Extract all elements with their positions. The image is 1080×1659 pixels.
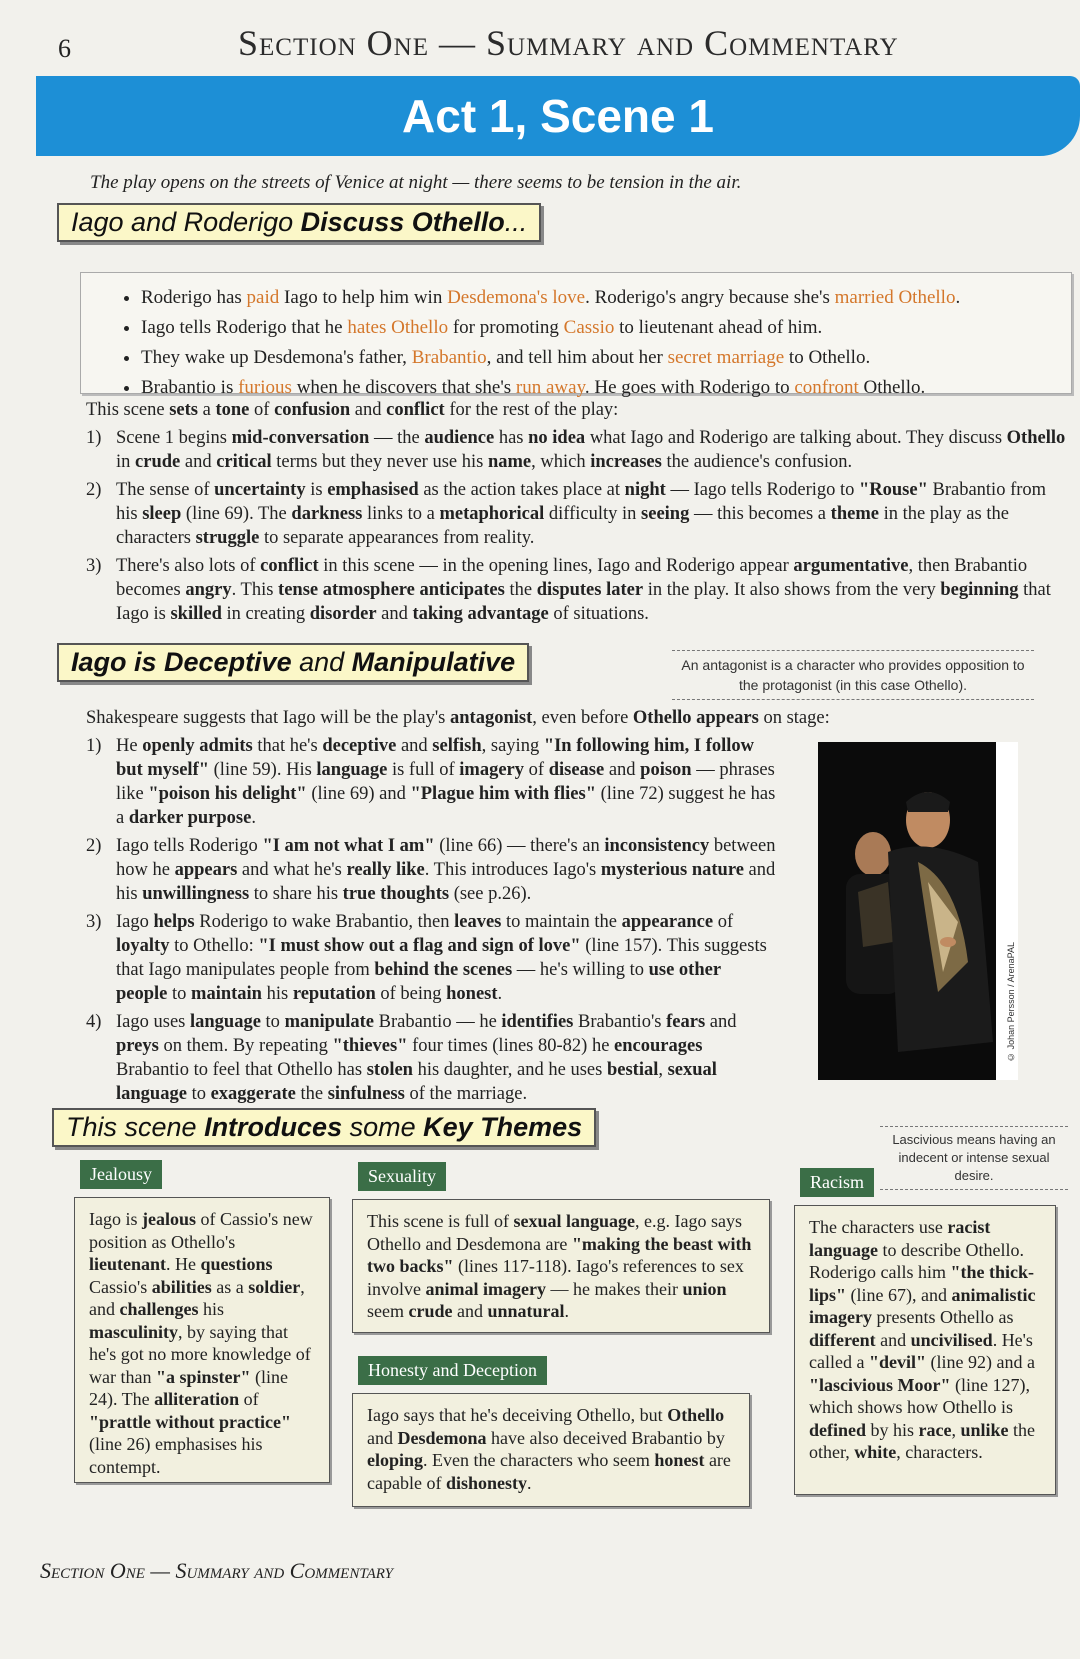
bold-phrase: really like — [346, 860, 425, 880]
bold-phrase: unlike — [960, 1419, 1009, 1440]
bold-phrase: beginning — [940, 580, 1019, 600]
bold-phrase: deceptive — [322, 736, 397, 756]
numbered-point: 2) Iago tells Roderigo "I am not what I am" (line 66) — there's an inconsistency between how he appears and what he's really like. This introduces Iago's mysterious nature and his unwillingness to share his true thoughts (see p.26). — [86, 836, 776, 904]
lascivious-note: Lascivious means having an indecent or intense sexual desire. — [880, 1126, 1068, 1190]
bold-phrase: jealous — [142, 1209, 196, 1229]
theme-tab-racism: Racism — [800, 1168, 874, 1197]
bold-phrase: "poison his delight" — [148, 784, 307, 804]
bold-phrase: seeing — [641, 504, 690, 524]
bold-phrase: "thieves" — [332, 1036, 408, 1056]
bold-phrase: use other people — [116, 960, 721, 1004]
bold-phrase: appearance — [621, 912, 714, 932]
bold-phrase: "In following him, I follow but myself" — [116, 736, 755, 780]
theme-text-jealousy: Iago is jealous of Cassio's new position as Othello's lieutenant. He questions Cassio's abilities as a soldier, and challenges his masculinity, by saying that he's got no more knowledge of war than "a spinster" (line 24). The alliteration of "prattle without practice" (line 26) emphasises his contempt. — [74, 1197, 330, 1483]
bold-phrase: reputation — [292, 984, 376, 1004]
bold-phrase: different — [809, 1329, 876, 1350]
bold-phrase: crude — [135, 452, 181, 472]
bold-phrase: conflict — [386, 400, 445, 420]
act-title: Act 1, Scene 1 — [402, 90, 714, 142]
bold-phrase: animal imagery — [425, 1278, 546, 1299]
bold-phrase: honest — [654, 1450, 705, 1470]
bold-phrase: critical — [216, 452, 272, 472]
bold-phrase: sexual language — [513, 1211, 636, 1231]
bold-phrase: language — [316, 760, 388, 780]
bold-phrase: emphasised — [327, 480, 419, 500]
bold-phrase: white — [854, 1442, 897, 1462]
bold-phrase: antagonist — [450, 708, 533, 728]
act-banner — [36, 76, 1080, 156]
bold-phrase: fears — [666, 1012, 706, 1032]
numbered-point: 3) Iago helps Roderigo to wake Brabantio, then leaves to maintain the appearance of loyalty to Othello: "I must show out a flag and sign of love" (line 157). This suggests that Iago manipulates people from behind the scenes — he's willing to use other people to maintain his reputation of being honest. — [86, 912, 767, 1004]
bold-phrase: theme — [830, 504, 879, 524]
bold-phrase: race — [918, 1419, 952, 1440]
bold-phrase: exaggerate — [210, 1084, 296, 1104]
bold-phrase: "a spinster" — [155, 1366, 251, 1387]
scene-photo — [818, 742, 1018, 1080]
bold-phrase: no idea — [528, 428, 586, 448]
actors-image — [818, 742, 1018, 1080]
bold-phrase: inconsistency — [604, 836, 710, 856]
section1-lead: This scene sets a tone of confusion and conflict for the rest of the play: — [86, 400, 619, 420]
theme-jealousy — [80, 1160, 330, 1483]
bold-phrase: stolen — [366, 1060, 413, 1080]
bold-phrase: "devil" — [868, 1352, 926, 1372]
bold-phrase: bestial — [606, 1060, 659, 1080]
bold-phrase: soldier — [248, 1276, 301, 1297]
bold-phrase: Othello — [632, 708, 692, 728]
bold-phrase: struggle — [195, 528, 260, 548]
bold-phrase: "I must show out a flag and sign of love" — [258, 936, 581, 956]
antagonist-note: An antagonist is a character who provides opposition to the protagonist (in this case Othello). — [672, 650, 1034, 700]
bold-phrase: increases — [590, 452, 662, 472]
theme-text-racism: The characters use racist language to describe Othello. Roderigo calls him "the thick-lips" (line 67), and animalistic imagery presents Othello as different and uncivilised. He's called a "devil" (line 92) and a "lascivious Moor" (line 127), which shows how Othello is defined by his race, unlike the other, white, characters. — [794, 1205, 1056, 1495]
bold-phrase: encourages — [614, 1036, 703, 1056]
bold-phrase: unnatural — [487, 1301, 565, 1321]
bold-phrase: eloping — [367, 1450, 424, 1470]
bold-phrase: language — [189, 1012, 261, 1032]
bold-phrase: disease — [548, 760, 605, 780]
bold-phrase: "Rouse" — [859, 480, 928, 500]
theme-racism — [800, 1168, 1056, 1495]
bold-phrase: disorder — [309, 604, 377, 624]
bold-phrase: animalistic imagery — [809, 1284, 1036, 1327]
summary-bullets — [80, 272, 1072, 398]
point-number: 3) — [86, 912, 102, 932]
bold-phrase: poison — [640, 760, 692, 780]
highlight-phrase: Brabantio — [411, 347, 487, 368]
numbered-point: 3) There's also lots of conflict in this scene — in the opening lines, Iago and Roderigo appear argumentative, then Brabantio becomes angry. This tense atmosphere anticipates the disputes later in the play. It also shows from the very beginning that Iago is skilled in creating disorder and taking advantage of situations. — [86, 556, 1051, 624]
point-number: 3) — [86, 556, 102, 576]
point-number: 4) — [86, 1012, 102, 1032]
bold-phrase: defined — [809, 1419, 867, 1440]
bold-phrase: imagery — [459, 760, 525, 780]
bold-phrase: conflict — [260, 556, 319, 576]
summary-bullet: • Iago tells Roderigo that he hates Othello for promoting Cassio to lieutenant ahead of him. — [141, 313, 1071, 343]
bold-phrase: selfish — [432, 736, 482, 756]
bold-phrase: "lascivious Moor" — [809, 1374, 951, 1395]
bold-phrase: sexual language — [116, 1060, 717, 1104]
theme-text-sexuality: This scene is full of sexual language, e.g. Iago says Othello and Desdemona are "making the beast with two backs" (lines 117-118). Iago's references to sex involve animal imagery — he makes their union seem crude and unnatural. — [352, 1199, 770, 1333]
summary-bullet: • They wake up Desdemona's father, Brabantio, and tell him about her secret marriage to Othello. — [141, 343, 1071, 373]
page-number: 6 — [58, 34, 71, 63]
bold-phrase: alliteration — [154, 1389, 240, 1409]
bold-phrase: unwillingness — [142, 884, 250, 904]
bold-phrase: mysterious nature — [600, 860, 744, 880]
bold-phrase: "I am not what I am" — [262, 836, 435, 856]
bold-phrase: racist language — [809, 1217, 991, 1260]
summary-bullet: • Brabantio is furious when he discovers that she's run away. He goes with Roderigo to confront Othello. — [141, 373, 1071, 403]
bold-phrase: maintain — [191, 984, 262, 1004]
highlight-phrase: married Othello — [834, 287, 956, 308]
bold-phrase: identifies — [501, 1012, 574, 1032]
numbered-point: 4) Iago uses language to manipulate Brabantio — he identifies Brabantio's fears and preys on them. By repeating "thieves" four times (lines 80-82) he encourages Brabantio to feel that Othello has stolen his daughter, and he uses bestial, sexual language to exaggerate the sinfulness of the marriage. — [86, 1012, 737, 1104]
theme-honesty — [358, 1356, 750, 1507]
highlight-phrase: confront — [794, 377, 859, 398]
theme-tab-sexuality: Sexuality — [358, 1162, 446, 1191]
bold-phrase: openly admits — [142, 736, 253, 756]
point-number: 1) — [86, 736, 102, 756]
bold-phrase: appears — [696, 708, 759, 728]
bold-phrase: Othello — [667, 1405, 725, 1425]
bold-phrase: sets — [169, 400, 199, 420]
bold-phrase: manipulate — [284, 1012, 374, 1032]
bold-phrase: helps — [153, 912, 195, 932]
summary-bullet: • Roderigo has paid Iago to help him win Desdemona's love. Roderigo's angry because she's married Othello. — [141, 283, 1071, 313]
bold-phrase: audience — [424, 428, 495, 448]
intro-text: The play opens on the streets of Venice at night — there seems to be tension in the air. — [90, 172, 742, 193]
bold-phrase: crude — [408, 1301, 453, 1321]
highlight-phrase: run away — [515, 377, 585, 398]
footer: Section One — Summary and Commentary — [40, 1558, 393, 1583]
bold-phrase: preys — [116, 1036, 159, 1056]
theme-sexuality — [358, 1162, 770, 1333]
bold-phrase: abilities — [151, 1276, 212, 1297]
photo-credit: © Johan Persson / ArenaPAL — [1006, 942, 1016, 1062]
bold-phrase: disputes later — [536, 580, 644, 600]
numbered-point: 2) The sense of uncertainty is emphasised as the action takes place at night — Iago tells Roderigo to "Rouse" Brabantio from his sleep (line 69). The darkness links to a metaphorical difficulty in seeing — this becomes a theme in the play as the characters struggle to separate appearances from reality. — [86, 480, 1047, 548]
bold-phrase: angry — [185, 580, 232, 600]
bold-phrase: "making the beast with two backs" — [367, 1233, 752, 1276]
bold-phrase: masculinity — [89, 1321, 179, 1342]
bold-phrase: skilled — [170, 604, 222, 624]
bold-phrase: dishonesty — [445, 1472, 527, 1493]
bold-phrase: "prattle without practice" — [89, 1411, 291, 1432]
bold-phrase: union — [682, 1278, 727, 1299]
highlight-phrase: secret marriage — [667, 347, 785, 368]
bold-phrase: argumentative — [793, 556, 909, 576]
bold-phrase: loyalty — [116, 936, 170, 956]
bold-phrase: darkness — [291, 504, 363, 524]
bold-phrase: uncertainty — [214, 480, 306, 500]
highlight-phrase: furious — [238, 377, 292, 398]
theme-text-honesty: Iago says that he's deceiving Othello, but Othello and Desdemona have also deceived Brabantio by eloping. Even the characters who seem honest are capable of dishonesty. — [352, 1393, 750, 1507]
numbered-point: 1) Scene 1 begins mid-conversation — the audience has no idea what Iago and Roderigo are talking about. They discuss Othello in crude and critical terms but they never use his name, which increases the audience's confusion. — [86, 428, 1066, 472]
bold-phrase: metaphorical — [439, 504, 545, 524]
theme-tab-honesty: Honesty and Deception — [358, 1356, 547, 1385]
section2-lead: Shakespeare suggests that Iago will be the play's antagonist, even before Othello appears on stage: — [86, 708, 830, 728]
point-number: 2) — [86, 480, 102, 500]
bold-phrase: uncivilised — [910, 1329, 993, 1350]
bold-phrase: honest — [446, 984, 498, 1004]
bold-phrase: "the thick-lips" — [809, 1262, 1034, 1305]
heading-deceptive-manipulative: Iago is Deceptive and Manipulative — [57, 643, 529, 682]
point-number: 2) — [86, 836, 102, 856]
highlight-phrase: Cassio — [563, 317, 615, 338]
bold-phrase: confusion — [274, 400, 351, 420]
bold-phrase: mid-conversation — [231, 428, 370, 448]
bold-phrase: questions — [200, 1254, 273, 1274]
theme-tab-jealousy: Jealousy — [80, 1160, 162, 1189]
bold-phrase: name — [487, 452, 532, 472]
highlight-phrase: Desdemona's love — [447, 287, 586, 308]
bold-phrase: challenges — [119, 1299, 199, 1319]
bold-phrase: Othello — [1006, 428, 1066, 448]
highlight-phrase: paid — [246, 287, 280, 308]
bold-phrase: tense atmosphere anticipates — [278, 580, 505, 600]
heading-key-themes: This scene Introduces some Key Themes — [52, 1108, 596, 1147]
bold-phrase: leaves — [454, 912, 502, 932]
section-title: Section One — Summary and Commentary — [238, 23, 899, 63]
bold-phrase: tone — [215, 400, 250, 420]
bold-phrase: appears — [174, 860, 238, 880]
bold-phrase: sleep — [142, 504, 182, 524]
bold-phrase: night — [624, 480, 666, 500]
bold-phrase: lieutenant — [89, 1254, 167, 1274]
point-number: 1) — [86, 428, 102, 448]
heading-discuss-othello: Iago and Roderigo Discuss Othello... — [57, 203, 541, 242]
bold-phrase: darker purpose — [128, 808, 252, 828]
bold-phrase: sinfulness — [327, 1084, 405, 1104]
bold-phrase: behind the scenes — [374, 960, 513, 980]
bold-phrase: taking advantage — [412, 604, 549, 624]
bold-phrase: true thoughts — [342, 884, 450, 904]
bold-phrase: "Plague him with flies" — [410, 784, 596, 804]
numbered-point: 1) He openly admits that he's deceptive and selfish, saying "In following him, I follow but myself" (line 59). His language is full of imagery of disease and poison — phrases like "poison his delight" (line 69) and "Plague him with flies" (line 72) suggest he has a darker purpose. — [86, 736, 776, 828]
bold-phrase: Desdemona — [397, 1427, 487, 1448]
section2-points — [86, 734, 776, 1110]
highlight-phrase: hates Othello — [347, 317, 449, 338]
section1-body — [86, 398, 1066, 630]
